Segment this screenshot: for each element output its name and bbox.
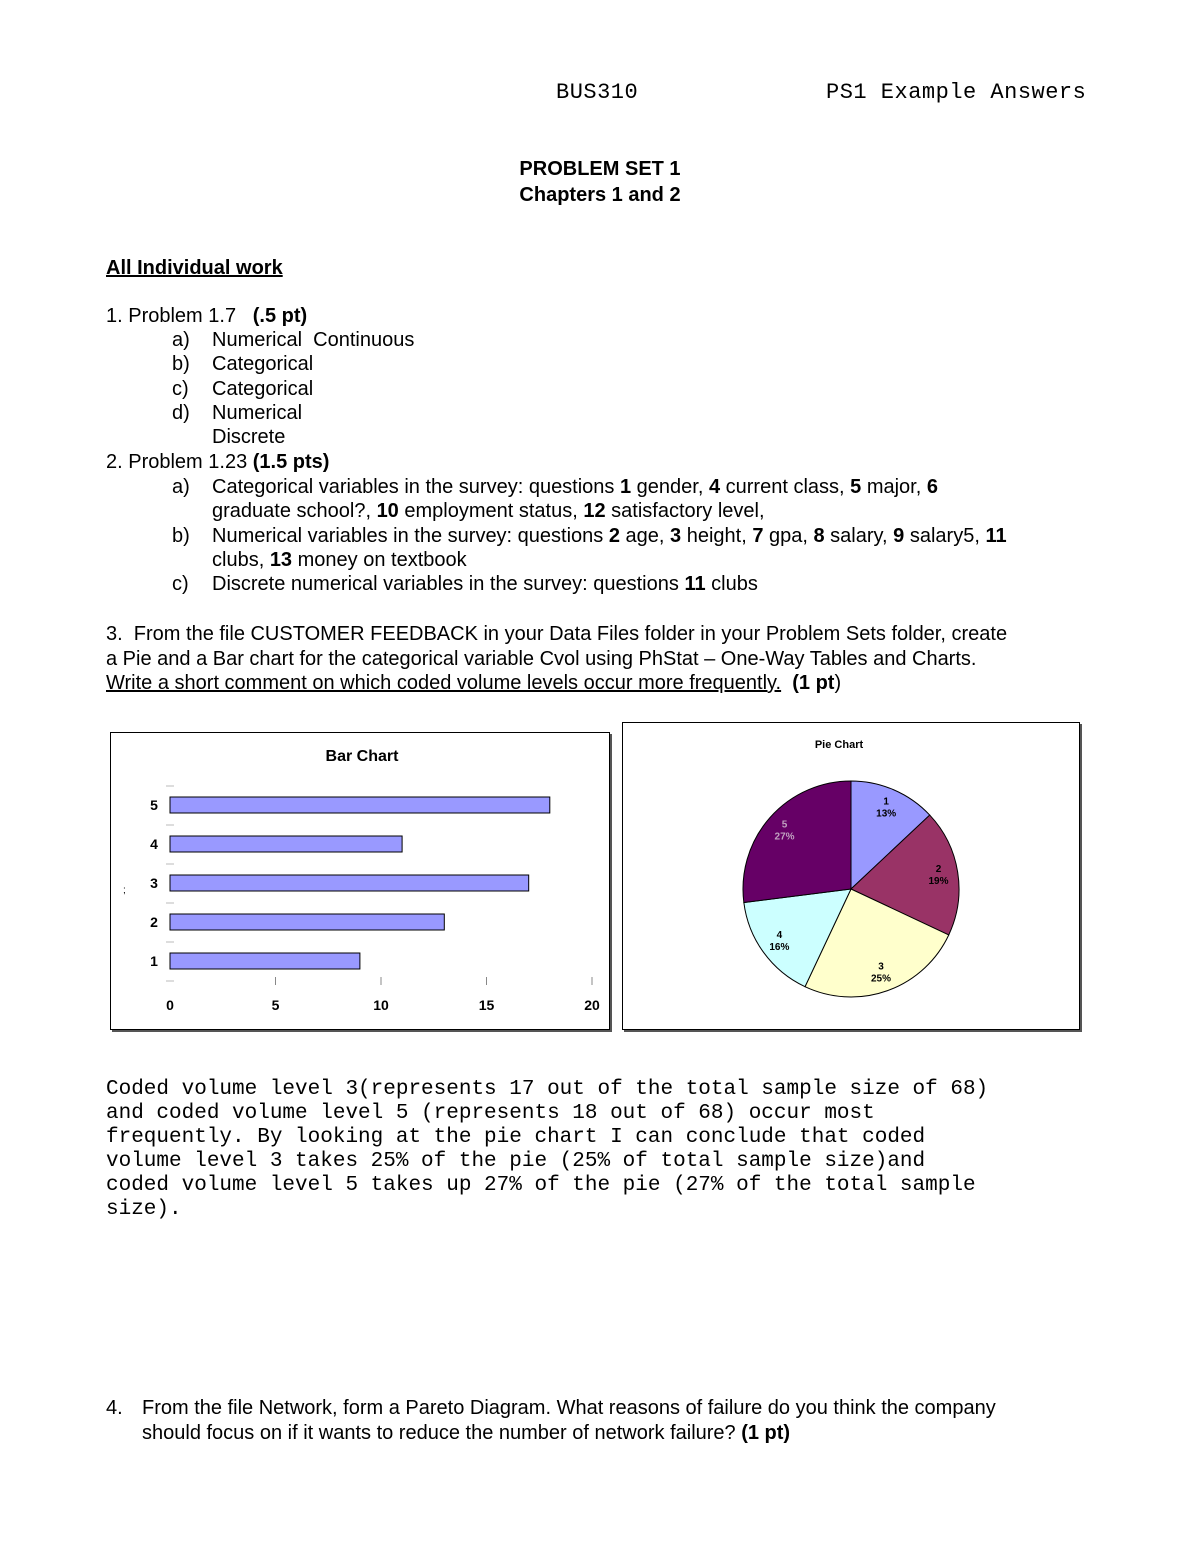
answer-line: coded volume level 5 takes up 27% of the pie (27% of the total sample <box>106 1174 976 1197</box>
text-run: Categorical variables in the survey: questions <box>212 476 620 498</box>
answer-text: Numerical Discrete <box>212 402 303 448</box>
question-2-points: (1.5 pts) <box>252 451 330 473</box>
question-number: 7 <box>752 525 764 547</box>
y-tick-label: 2 <box>150 914 158 930</box>
answer-text: Categorical <box>212 353 314 375</box>
question-4-text: should focus on if it wants to reduce the number of network failure? <box>142 1422 742 1444</box>
answer-text: Numerical Continuous <box>212 329 415 351</box>
x-tick-label: 5 <box>271 997 280 1013</box>
pie-chart <box>623 723 1079 1029</box>
bar-5 <box>170 797 550 813</box>
answer-line: size). <box>106 1198 182 1221</box>
bar-1 <box>170 953 360 969</box>
bar-chart-frame <box>110 732 610 1030</box>
answer-key: a) <box>172 329 190 351</box>
q2-answer-c-line1 <box>212 572 758 596</box>
question-number: 11 <box>684 573 706 595</box>
question-number: 8 <box>813 525 825 547</box>
question-4-line2 <box>142 1421 790 1445</box>
pie-chart-frame <box>622 722 1080 1030</box>
y-tick-label: 1 <box>150 953 158 969</box>
text-run: age, <box>619 525 671 547</box>
answer-block <box>106 1078 988 1222</box>
question-number: 1 <box>620 476 632 498</box>
text-run: salary, <box>824 525 894 547</box>
bar-4 <box>170 836 402 852</box>
answer-line: volume level 3 takes 25% of the pie (25% of total sample size)and <box>106 1150 926 1173</box>
q2-answer-b-key: b) <box>172 525 190 547</box>
slice-category-label: 3 <box>878 961 884 973</box>
text-run: money on textbook <box>292 549 467 571</box>
question-number: 11 <box>985 525 1007 547</box>
text-run: height, <box>681 525 753 547</box>
question-3-line1: 3. From the file CUSTOMER FEEDBACK in your Data Files folder in your Problem Sets folder, create <box>106 623 1008 645</box>
question-4-number: 4. <box>106 1397 123 1419</box>
points-unit: pt <box>815 672 835 694</box>
document-label: PS1 Example Answers <box>826 80 1087 105</box>
slice-category-label: 4 <box>776 930 783 942</box>
text-run: Discrete numerical variables in the survey: questions <box>212 573 685 595</box>
y-tick-label: 4 <box>150 836 158 852</box>
slice-percent-label: 13% <box>876 808 897 820</box>
slice-percent-label: 27% <box>774 831 795 843</box>
question-number: 6 <box>926 476 938 498</box>
question-number: 12 <box>583 500 606 522</box>
question-1 <box>106 304 307 328</box>
question-1-label: 1. Problem 1.7 <box>106 305 237 327</box>
question-2 <box>106 450 329 474</box>
y-tick-label: 3 <box>150 875 158 891</box>
text-run: satisfactory level, <box>605 500 765 522</box>
question-4-points: (1 pt) <box>741 1422 791 1444</box>
slice-percent-label: 16% <box>769 942 790 954</box>
question-number: 3 <box>670 525 682 547</box>
section-heading: All Individual work <box>106 257 283 279</box>
question-number: 5 <box>850 476 862 498</box>
text-run: Numerical variables in the survey: questions <box>212 525 609 547</box>
question-number: 13 <box>269 549 293 571</box>
answer-line: and coded volume level 5 (represents 18 out of 68) occur most <box>106 1102 875 1125</box>
q2-answer-c-key: c) <box>172 573 189 595</box>
slice-category-label: 1 <box>883 796 889 808</box>
question-number: 10 <box>376 500 399 522</box>
bar-chart-title: Bar Chart <box>325 748 399 765</box>
bar-chart <box>111 733 609 1029</box>
page-subtitle: Chapters 1 and 2 <box>519 184 681 206</box>
question-number: 9 <box>893 525 905 547</box>
slice-percent-label: 25% <box>870 973 892 985</box>
q2-answer-a-line2 <box>212 499 765 523</box>
answer-line: Coded volume level 3(represents 17 out of the total sample size of 68) <box>106 1078 989 1101</box>
bar-3 <box>170 875 529 891</box>
q2-answer-b-line2 <box>212 548 467 572</box>
bar-2 <box>170 914 444 930</box>
course-code: BUS310 <box>556 80 639 105</box>
q2-answer-a-line1 <box>212 475 938 499</box>
q2-answer-b-line1 <box>212 524 1007 548</box>
slice-category-label: 2 <box>935 864 942 876</box>
answer-text: Categorical <box>212 378 314 400</box>
question-4-line1: From the file Network, form a Pareto Diagram. What reasons of failure do you think the company <box>142 1397 996 1419</box>
points-close: ) <box>834 672 842 694</box>
text-run: employment status, <box>398 500 584 522</box>
text-run: graduate school?, <box>212 500 377 522</box>
axis-mark: ; <box>123 885 126 896</box>
page-title: PROBLEM SET 1 <box>519 158 681 180</box>
question-2-label: 2. Problem 1.23 <box>106 451 248 473</box>
text-run: clubs, <box>212 549 270 571</box>
answer-line: frequently. By looking at the pie chart I can conclude that coded <box>106 1126 926 1149</box>
question-3-line2: a Pie and a Bar chart for the categorical variable Cvol using PhStat – One-Way Tables and Charts. <box>106 648 977 670</box>
question-1-points: (.5 pt) <box>252 305 308 327</box>
x-tick-label: 15 <box>478 997 495 1013</box>
question-3-line3 <box>106 671 841 695</box>
pie-chart-title: Pie Chart <box>814 739 864 751</box>
answer-key: d) <box>172 402 190 424</box>
x-tick-label: 10 <box>373 997 389 1013</box>
slice-category-label: 5 <box>781 819 788 831</box>
points-open: (1 <box>792 672 816 694</box>
text-run: current class, <box>720 476 851 498</box>
y-tick-label: 5 <box>150 797 158 813</box>
text-run: clubs <box>705 573 758 595</box>
x-tick-label: 0 <box>166 997 174 1013</box>
question-number: 2 <box>608 525 620 547</box>
slice-percent-label: 19% <box>928 876 949 888</box>
pie-slice-5 <box>743 781 851 903</box>
question-number: 4 <box>708 476 721 498</box>
text-run: gpa, <box>763 525 814 547</box>
answer-key: c) <box>172 378 189 400</box>
text-run: salary5, <box>904 525 986 547</box>
underlined-instruction: Write a short comment on which coded volume levels occur more frequently. <box>106 672 782 694</box>
x-tick-label: 20 <box>584 997 600 1013</box>
answer-key: b) <box>172 353 190 375</box>
q2-answer-a-key: a) <box>172 476 190 498</box>
text-run: major, <box>861 476 927 498</box>
text-run: gender, <box>631 476 709 498</box>
